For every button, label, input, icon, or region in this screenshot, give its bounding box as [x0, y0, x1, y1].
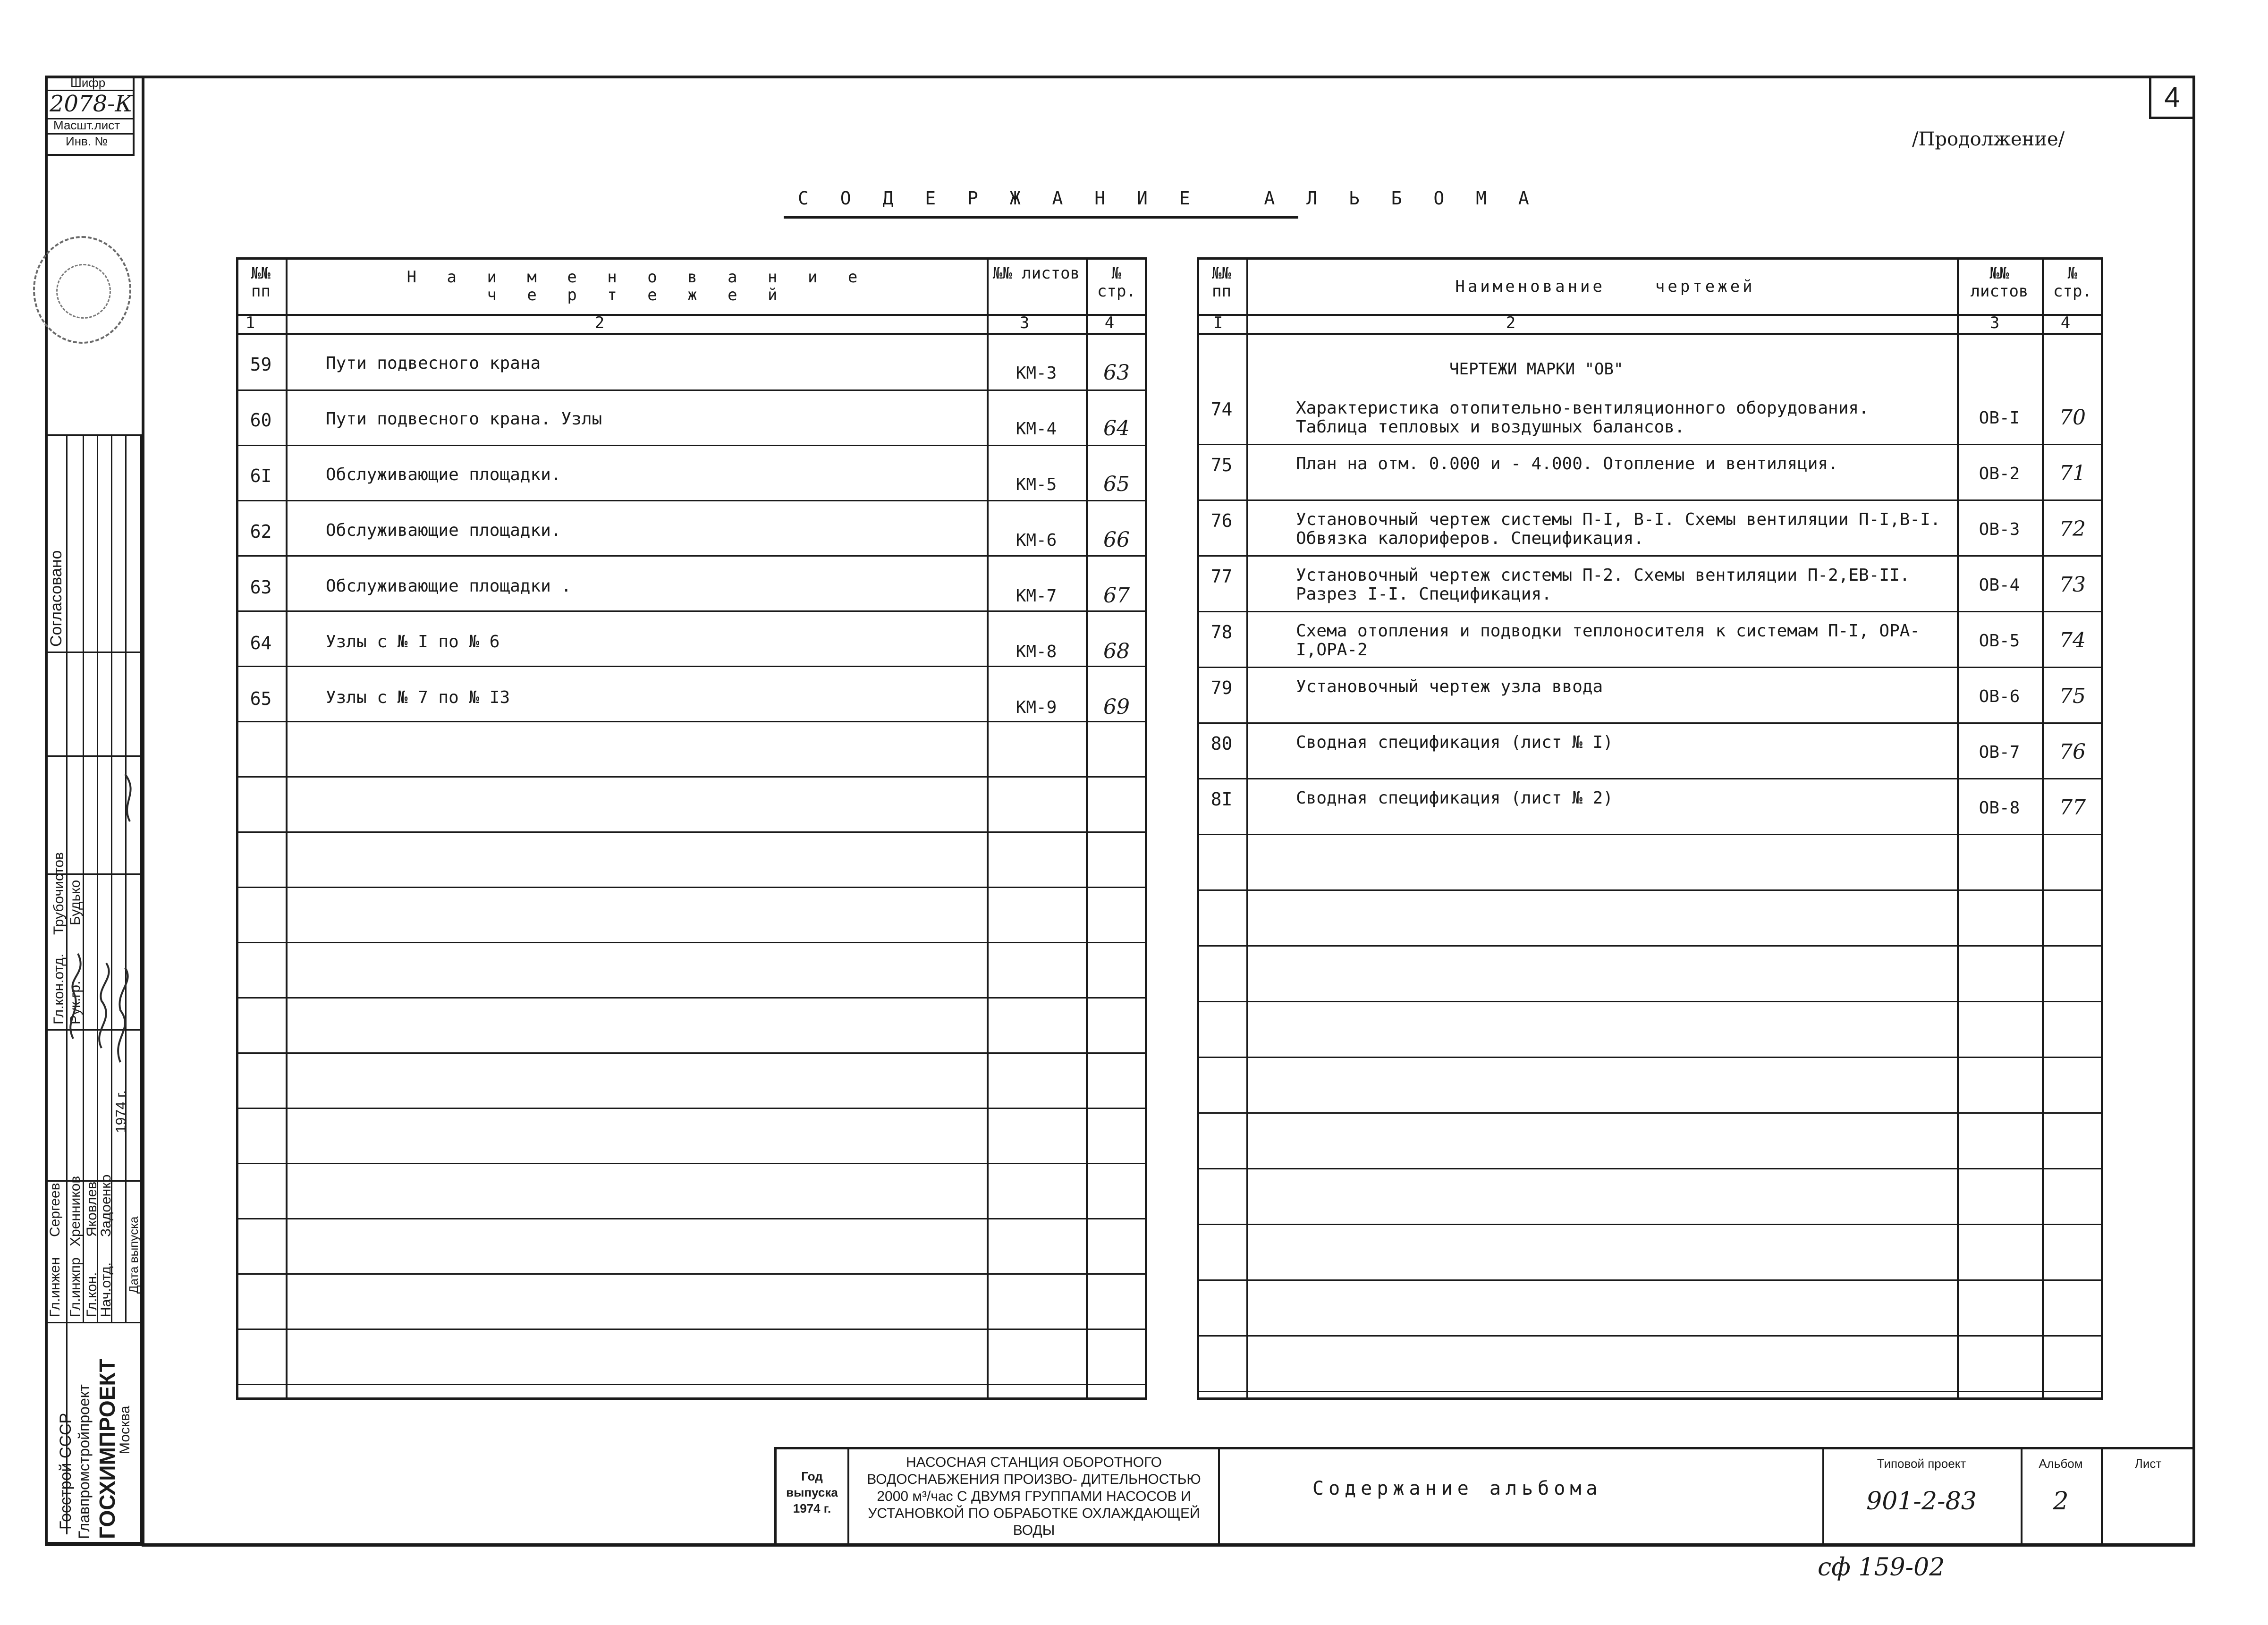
release-date-label: Дата выпуска — [127, 1216, 141, 1294]
right-row-divider — [1197, 1224, 2103, 1225]
stamp-name-1: Сергеев — [47, 1183, 63, 1237]
continuation-label: /Продолжение/ — [1912, 128, 2065, 150]
right-row-name: План на отм. 0.000 и - 4.000. Отопление и вентиляция. — [1296, 454, 1838, 474]
left-row-divider — [236, 1329, 1147, 1330]
right-row-divider — [1197, 1391, 2103, 1392]
right-row-divider — [1197, 1168, 2103, 1169]
right-row-num: 75 — [1210, 455, 1233, 475]
right-row-divider — [1197, 611, 2103, 612]
left-row-num: 65 — [250, 688, 272, 709]
right-row-name: Установочный чертеж узла ввода — [1296, 677, 1603, 696]
stamp-name2-2: Будько — [68, 880, 83, 925]
title-underline — [784, 216, 1298, 219]
org-glavprom: Главпромстройпроект — [76, 1384, 93, 1539]
right-row-name: Сводная спецификация (лист № I) — [1296, 733, 1613, 752]
right-row-name: Установочный чертеж системы П-I, В-I. Схемы вентиляции П-I,В-I. Обвязка калориферов. Спецификация. — [1296, 510, 1941, 548]
left-row-divider — [236, 1163, 1147, 1164]
right-row-page: 77 — [2059, 796, 2086, 820]
inv-label: Инв. № — [66, 134, 108, 148]
right-row-divider — [1197, 834, 2103, 835]
left-row-divider — [236, 445, 1147, 446]
right-row-code: ОВ-8 — [1979, 798, 2020, 818]
left-row-code: КМ-8 — [1016, 642, 1057, 661]
project-description: НАСОСНАЯ СТАНЦИЯ ОБОРОТНОГО ВОДОСНАБЖЕНИЯ ПРОИЗВО- ДИТЕЛЬНОСТЬЮ 2000 м³/час С ДВУМЯ ГРУППАМИ НАСОСОВ И УСТАНОВКОЙ ПО ОБРАБОТКЕ ОХЛАЖДАЮЩЕЙ ВОДЫ — [867, 1455, 1201, 1538]
page-number-box — [2149, 76, 2195, 119]
stamp-role-1: Гл.инжен — [47, 1257, 63, 1317]
agreed-label: Согласовано — [47, 550, 65, 647]
left-row-code: КМ-4 — [1016, 419, 1057, 439]
org-gosstroy: Госстрой СССР — [57, 1413, 75, 1530]
right-row-divider — [1197, 1279, 2103, 1281]
right-colnum-4: 4 — [2060, 313, 2071, 332]
stamp-role2-2: Рук.гр. — [68, 981, 83, 1024]
stamp-name-4: Задоенко — [98, 1174, 114, 1237]
left-row-name: Узлы с № I по № 6 — [326, 632, 500, 652]
left-row-divider — [236, 555, 1147, 557]
left-row-page: 63 — [1103, 361, 1130, 385]
left-row-page: 67 — [1103, 584, 1130, 608]
right-row-num: 77 — [1210, 566, 1233, 587]
left-row-name: Пути подвесного крана — [326, 354, 541, 373]
left-row-divider — [236, 887, 1147, 888]
left-row-name: Пути подвесного крана. Узлы — [326, 409, 602, 429]
right-row-divider — [1197, 444, 2103, 445]
left-row-divider — [236, 831, 1147, 833]
left-row-divider — [236, 1273, 1147, 1275]
left-colnum-3: 3 — [1019, 313, 1030, 332]
right-row-code: ОВ-I — [1979, 408, 2020, 428]
left-row-divider — [236, 500, 1147, 501]
right-row-num: 78 — [1210, 622, 1233, 643]
right-row-divider — [1197, 1112, 2103, 1114]
album-value: 2 — [2053, 1487, 2069, 1515]
left-row-page: 69 — [1103, 695, 1130, 719]
right-row-divider — [1197, 945, 2103, 947]
right-row-page: 76 — [2059, 740, 2086, 764]
left-margin-line — [142, 76, 144, 1546]
right-row-divider — [1197, 555, 2103, 557]
left-row-code: КМ-5 — [1016, 475, 1057, 494]
right-row-name: Схема отопления и подводки теплоносителя к системам П-I, ОРА-I,ОРА-2 — [1296, 621, 1921, 660]
left-header-sheets: №№ листов — [992, 264, 1080, 283]
release-year: Год выпуска 1974 г. — [786, 1469, 838, 1515]
right-row-page: 75 — [2059, 684, 2086, 708]
right-row-divider — [1197, 889, 2103, 891]
left-header-page: № стр. — [1097, 264, 1136, 301]
left-row-divider — [236, 1218, 1147, 1219]
right-row-divider — [1197, 1335, 2103, 1337]
left-colnum-1: 1 — [245, 313, 255, 332]
left-row-name: Обслуживающие площадки. — [326, 465, 561, 484]
left-row-divider — [236, 610, 1147, 612]
org-moscow: Москва — [117, 1405, 133, 1454]
stamp-name2-1: Трубочистов — [51, 852, 67, 935]
left-row-divider — [236, 942, 1147, 943]
right-header-sheets: №№ листов — [1970, 264, 2029, 301]
right-row-page: 71 — [2059, 461, 2086, 485]
left-row-code: КМ-3 — [1016, 364, 1057, 383]
stamp-role-2: Гл.инжпр — [68, 1257, 83, 1317]
right-row-num: 76 — [1210, 510, 1233, 531]
left-row-num: 60 — [250, 410, 272, 431]
typical-project-label: Типовой проект — [1877, 1456, 1966, 1471]
right-row-name: Сводная спецификация (лист № 2) — [1296, 788, 1613, 808]
right-row-code: ОВ-6 — [1979, 687, 2020, 706]
right-row-name: Характеристика отопительно-вентиляционного оборудования. Таблица тепловых и воздушных балансов. — [1296, 398, 1869, 437]
right-row-divider — [1197, 499, 2103, 501]
right-row-code: ОВ-3 — [1979, 520, 2020, 539]
signatures — [45, 755, 142, 1180]
document-title: Содержание альбома — [1312, 1478, 1602, 1499]
org-goskhim: ГОСХИМПРОЕКТ — [95, 1359, 119, 1539]
right-row-divider — [1197, 1057, 2103, 1058]
right-row-page: 72 — [2059, 517, 2086, 541]
right-colnum-1: I — [1213, 313, 1223, 332]
right-row-divider — [1197, 667, 2103, 668]
right-header-num: №№ пп — [1212, 264, 1231, 301]
left-row-divider — [236, 1384, 1147, 1385]
right-row-num: 8I — [1210, 789, 1233, 810]
left-row-num: 64 — [250, 633, 272, 653]
sheet-label: Масшт.лист — [53, 118, 120, 132]
left-row-num: 59 — [250, 354, 272, 375]
left-row-divider — [236, 389, 1147, 391]
left-row-code: КМ-6 — [1016, 531, 1057, 550]
right-row-divider — [1197, 722, 2103, 724]
left-row-divider — [236, 997, 1147, 999]
left-row-name: Узлы с № 7 по № I3 — [326, 688, 510, 707]
right-row-num: 80 — [1210, 733, 1233, 754]
right-row-code: ОВ-5 — [1979, 631, 2020, 651]
right-row-divider — [1197, 1001, 2103, 1002]
left-row-divider — [236, 1052, 1147, 1054]
left-row-name: Обслуживающие площадки. — [326, 521, 561, 540]
right-row-name: Установочный чертеж системы П-2. Схемы вентиляции П-2,ЕВ-II. Разрез I-I. Спецификация. — [1296, 566, 1910, 604]
right-header-page: № стр. — [2053, 264, 2092, 301]
stamp-name-2: Хренников — [68, 1176, 83, 1246]
right-colnum-3: 3 — [1989, 313, 2000, 332]
stamp-role2-1: Гл.кон.отд. — [51, 953, 67, 1024]
left-colnum-4: 4 — [1104, 313, 1115, 332]
left-row-divider — [236, 666, 1147, 667]
right-row-code: ОВ-7 — [1979, 743, 2020, 762]
typical-project-value: 901-2-83 — [1866, 1487, 1977, 1515]
left-row-page: 64 — [1103, 416, 1130, 440]
right-row-code: ОВ-2 — [1979, 464, 2020, 483]
left-row-page: 68 — [1103, 639, 1130, 663]
left-row-name: Обслуживающие площадки . — [326, 576, 572, 596]
left-header-name: Н а и м е н о в а н и е ч е р т е ж е й — [406, 268, 868, 305]
left-row-page: 65 — [1103, 472, 1130, 496]
left-row-num: 6I — [250, 465, 272, 486]
left-row-num: 62 — [250, 521, 272, 542]
right-row-page: 73 — [2059, 573, 2086, 597]
right-row-page: 74 — [2059, 628, 2086, 652]
album-label: Альбом — [2039, 1456, 2083, 1471]
right-header-name: Наименование чертежей — [1455, 277, 1755, 296]
left-row-divider — [236, 1108, 1147, 1109]
code-box — [45, 76, 135, 156]
footer-code: сф 159-02 — [1818, 1553, 1945, 1582]
code-value: 2078-К — [50, 91, 133, 117]
stamp-role-4: Нач.отд. — [98, 1262, 114, 1317]
right-colnum-2: 2 — [1506, 313, 1516, 332]
right-section-title: ЧЕРТЕЖИ МАРКИ "ОВ" — [1449, 360, 1624, 379]
left-colnum-2: 2 — [594, 313, 605, 332]
right-row-divider — [1197, 778, 2103, 779]
right-row-code: ОВ-4 — [1979, 576, 2020, 595]
right-row-num: 79 — [1210, 677, 1233, 698]
sheet-label: Лист — [2134, 1456, 2162, 1471]
left-row-divider — [236, 721, 1147, 722]
left-header-num: №№ пп — [251, 264, 271, 301]
page-number: 4 — [2164, 81, 2180, 113]
left-row-num: 63 — [250, 577, 272, 598]
left-row-code: КМ-7 — [1016, 586, 1057, 606]
right-row-num: 74 — [1210, 399, 1233, 420]
stamp-name-3: Яковлев — [84, 1181, 100, 1237]
stamp-role-3: Гл.кон. — [84, 1272, 100, 1317]
stamp-year: 1974 г. — [113, 1090, 129, 1133]
left-row-page: 66 — [1103, 528, 1130, 552]
left-row-code: КМ-9 — [1016, 698, 1057, 717]
album-title: С О Д Е Р Ж А Н И Е А Л Ь Б О М А — [798, 188, 1540, 209]
right-row-page: 70 — [2059, 406, 2086, 430]
code-label: Шифр — [70, 76, 106, 90]
round-seal — [33, 236, 131, 344]
left-row-divider — [236, 776, 1147, 778]
